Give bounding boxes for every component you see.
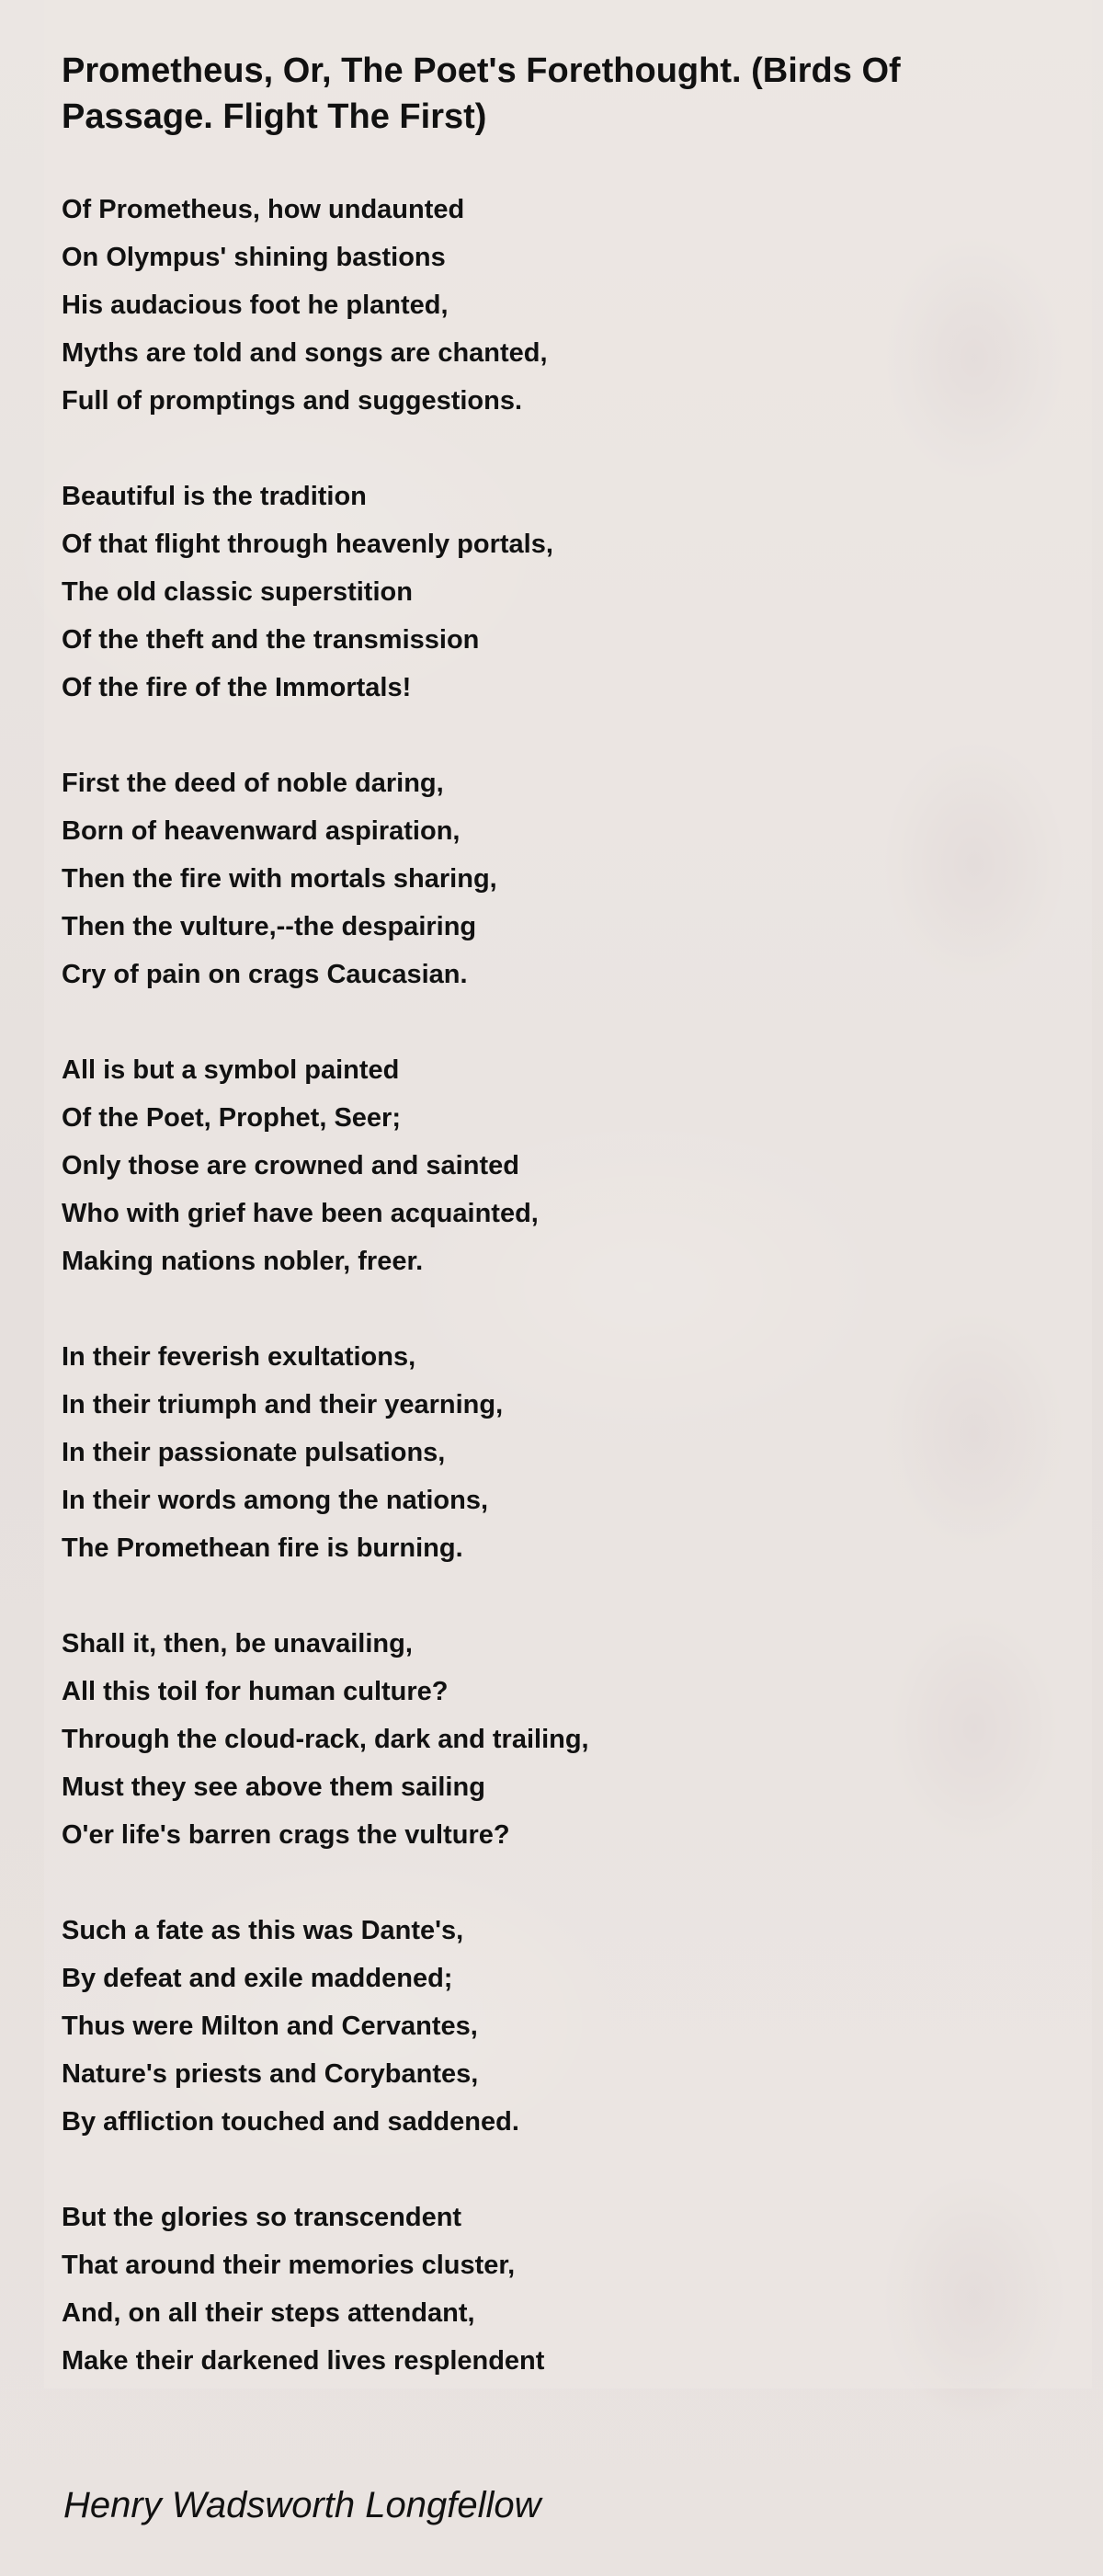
poem-line: In their passionate pulsations,	[62, 1438, 446, 1467]
poem-line: But the glories so transcendent	[62, 2203, 462, 2232]
poem-line: Full of promptings and suggestions.	[62, 386, 523, 416]
poem-body	[62, 186, 1036, 2385]
stanza	[62, 759, 1036, 998]
poem-line: In their words among the nations,	[62, 1486, 489, 1515]
poem-line: Then the vulture,--the despairing	[62, 912, 477, 941]
poem-line: Through the cloud-rack, dark and trailing,	[62, 1725, 589, 1754]
stanza	[62, 1620, 1036, 1859]
poem-line: Myths are told and songs are chanted,	[62, 338, 548, 368]
poem-line: First the deed of noble daring,	[62, 769, 444, 798]
poem-author: Henry Wadsworth Longfellow	[63, 2485, 541, 2525]
poem-line: Of the theft and the transmission	[62, 625, 480, 655]
poem-line: Only those are crowned and sainted	[62, 1151, 519, 1180]
poem-title: Prometheus, Or, The Poet's Forethought. (Birds Of Passage. Flight The First)	[62, 51, 901, 136]
poem-line: Born of heavenward aspiration,	[62, 816, 461, 846]
poem-line: Who with grief have been acquainted,	[62, 1199, 539, 1228]
poem-line: By affliction touched and saddened.	[62, 2107, 519, 2137]
poem-line: Making nations nobler, freer.	[62, 1247, 424, 1276]
stanza	[62, 186, 1036, 425]
poem-line: Such a fate as this was Dante's,	[62, 1916, 464, 1945]
poem-line: The old classic superstition	[62, 577, 413, 607]
stanza	[62, 1046, 1036, 1285]
poem-line: Then the fire with mortals sharing,	[62, 864, 497, 894]
poem-line: Of Prometheus, how undaunted	[62, 195, 465, 224]
stanza	[62, 2194, 1036, 2385]
poem-container	[62, 48, 1036, 2433]
stanza	[62, 1333, 1036, 1572]
poem-line: Cry of pain on crags Caucasian.	[62, 960, 468, 989]
poem-line: Nature's priests and Corybantes,	[62, 2059, 479, 2089]
poem-line: Beautiful is the tradition	[62, 482, 367, 511]
poem-line: All is but a symbol painted	[62, 1055, 400, 1085]
poem-line: In their feverish exultations,	[62, 1342, 416, 1372]
poem-line: Of the fire of the Immortals!	[62, 673, 412, 702]
poem-line: His audacious foot he planted,	[62, 291, 449, 320]
stanza	[62, 473, 1036, 712]
poem-line: In their triumph and their yearning,	[62, 1390, 504, 1419]
poem-line: Shall it, then, be unavailing,	[62, 1629, 413, 1658]
poem-line: Of that flight through heavenly portals,	[62, 530, 553, 559]
poem-line: Of the Poet, Prophet, Seer;	[62, 1103, 401, 1133]
poem-line: By defeat and exile maddened;	[62, 1964, 453, 1993]
poem-line: All this toil for human culture?	[62, 1677, 449, 1706]
poem-line: Must they see above them sailing	[62, 1772, 485, 1802]
poem-line: That around their memories cluster,	[62, 2251, 516, 2280]
poem-line: On Olympus' shining bastions	[62, 243, 446, 272]
poem-line: The Promethean fire is burning.	[62, 1533, 463, 1563]
poem-line: Make their darkened lives resplendent	[62, 2346, 545, 2376]
stanza	[62, 1907, 1036, 2146]
poem-line: O'er life's barren crags the vulture?	[62, 1820, 510, 1850]
poem-line: And, on all their steps attendant,	[62, 2298, 475, 2328]
poem-line: Thus were Milton and Cervantes,	[62, 2012, 478, 2041]
